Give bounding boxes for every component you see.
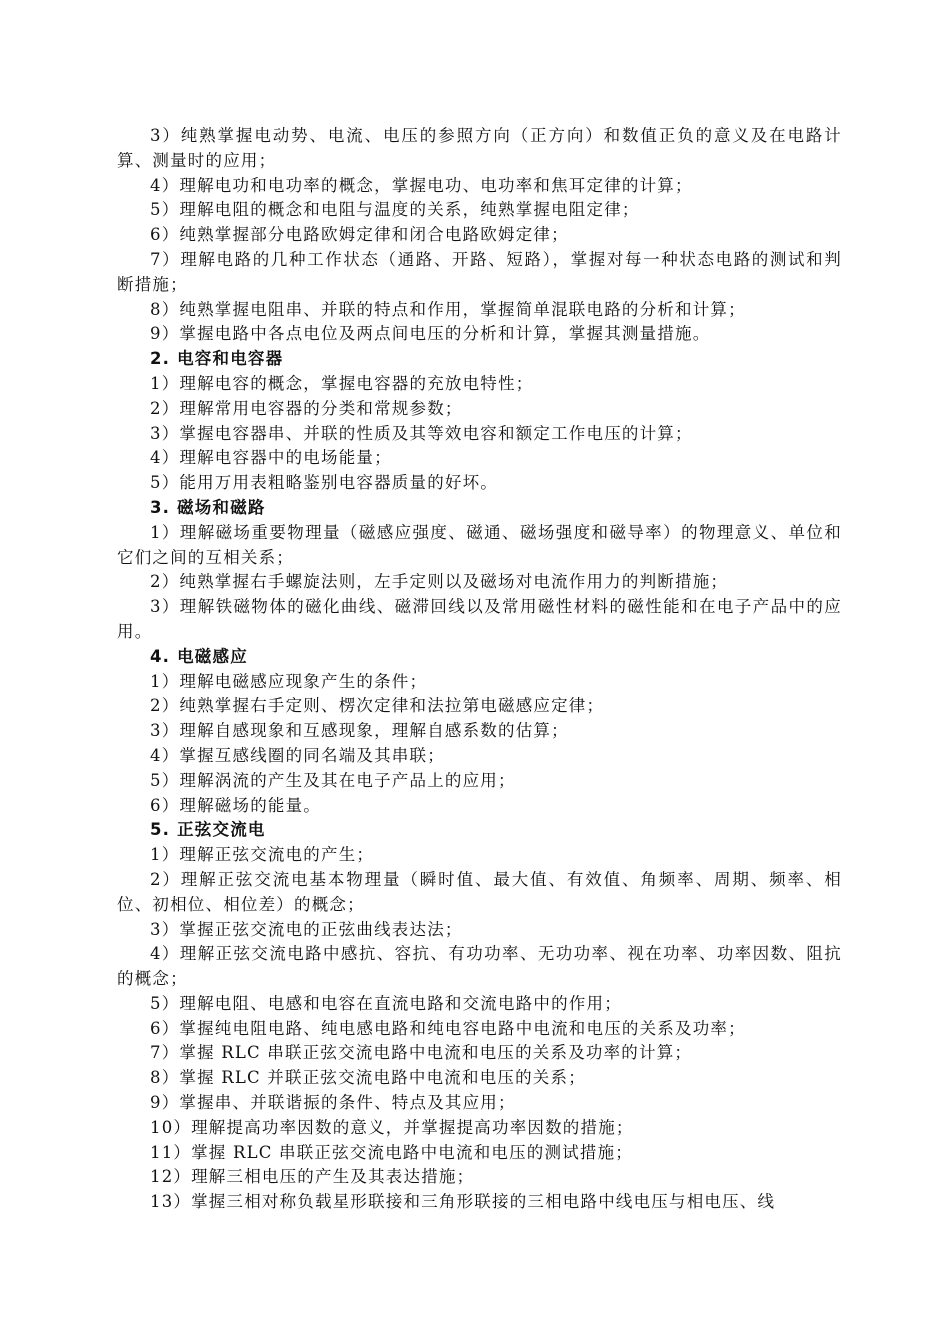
list-item: 4）理解电容器中的电场能量； <box>150 448 392 468</box>
section-heading: 2. 电容和电容器 <box>150 349 284 369</box>
list-item: 3）纯熟掌握电动势、电流、电压的参照方向（正方向）和数值正负的意义及在电路计算、测量时的应用； <box>117 126 842 170</box>
list-item: 4）理解电功和电功率的概念，掌握电功、电功率和焦耳定律的计算； <box>150 175 693 195</box>
list-item: 1）理解电容的概念，掌握电容器的充放电特性； <box>150 373 534 393</box>
list-item: 3）理解铁磁物体的磁化曲线、磁滞回线以及常用磁性材料的磁性能和在电子产品中的应用。 <box>117 597 842 641</box>
list-item: 5）理解电阻的概念和电阻与温度的关系，纯熟掌握电阻定律； <box>150 200 640 220</box>
list-item: 10）理解提高功率因数的意义，并掌握提高功率因数的措施； <box>150 1117 634 1137</box>
list-item: 4）掌握互感线圈的同名端及其串联； <box>150 745 445 765</box>
list-item: 7）掌握 RLC 串联正弦交流电路中电流和电压的关系及功率的计算； <box>150 1043 693 1063</box>
list-item: 8）掌握 RLC 并联正弦交流电路中电流和电压的关系； <box>150 1068 586 1088</box>
list-item: 5）理解电阻、电感和电容在直流电路和交流电路中的作用； <box>150 993 622 1013</box>
list-item: 2）理解常用电容器的分类和常规参数； <box>150 398 463 418</box>
list-item: 2）纯熟掌握右手螺旋法则，左手定则以及磁场对电流作用力的判断措施； <box>150 572 729 592</box>
list-item: 5）理解涡流的产生及其在电子产品上的应用； <box>150 770 516 790</box>
list-item: 5）能用万用表粗略鉴别电容器质量的好坏。 <box>150 473 498 493</box>
list-item: 2）纯熟掌握右手定则、楞次定律和法拉第电磁感应定律； <box>150 696 605 716</box>
list-item: 6）理解磁场的能量。 <box>150 795 321 815</box>
list-item: 3）掌握电容器串、并联的性质及其等效电容和额定工作电压的计算； <box>150 423 693 443</box>
list-item: 7）理解电路的几种工作状态（通路、开路、短路），掌握对每一种状态电路的测试和判断措施； <box>117 249 842 294</box>
list-item: 13）掌握三相对称负载星形联接和三角形联接的三相电路中线电压与相电压、线 <box>150 1192 776 1212</box>
list-item: 6）掌握纯电阻电路、纯电感电路和纯电容电路中电流和电压的关系及功率； <box>150 1018 746 1038</box>
list-item: 6）纯熟掌握部分电路欧姆定律和闭合电路欧姆定律； <box>150 225 569 245</box>
list-item: 2）理解正弦交流电基本物理量（瞬时值、最大值、有效值、角频率、周期、频率、相位、初相位、相位差）的概念； <box>117 869 842 914</box>
section-heading: 5. 正弦交流电 <box>150 820 266 840</box>
list-item: 9）掌握串、并联谐振的条件、特点及其应用； <box>150 1093 516 1113</box>
list-item: 9）掌握电路中各点电位及两点间电压的分析和计算，掌握其测量措施。 <box>150 324 711 344</box>
list-item: 8）纯熟掌握电阻串、并联的特点和作用，掌握简单混联电路的分析和计算； <box>150 299 746 319</box>
document-page <box>117 124 842 1215</box>
list-item: 3）理解自感现象和互感现象，理解自感系数的估算； <box>150 721 569 741</box>
list-item: 1）理解电磁感应现象产生的条件； <box>150 671 428 691</box>
section-heading: 3. 磁场和磁路 <box>150 497 266 517</box>
list-item: 12）理解三相电压的产生及其表达措施； <box>150 1167 475 1187</box>
list-item: 11）掌握 RLC 串联正弦交流电路中电流和电压的测试措施； <box>150 1142 633 1162</box>
list-item: 1）理解磁场重要物理量（磁感应强度、磁通、磁场强度和磁导率）的物理意义、单位和它们之间的互相关系； <box>117 522 842 567</box>
list-item: 1）理解正弦交流电的产生； <box>150 845 375 865</box>
list-item: 4）理解正弦交流电路中感抗、容抗、有功功率、无功功率、视在功率、功率因数、阻抗的概念； <box>117 944 842 989</box>
section-heading: 4. 电磁感应 <box>150 646 248 666</box>
list-item: 3）掌握正弦交流电的正弦曲线表达法； <box>150 919 463 939</box>
